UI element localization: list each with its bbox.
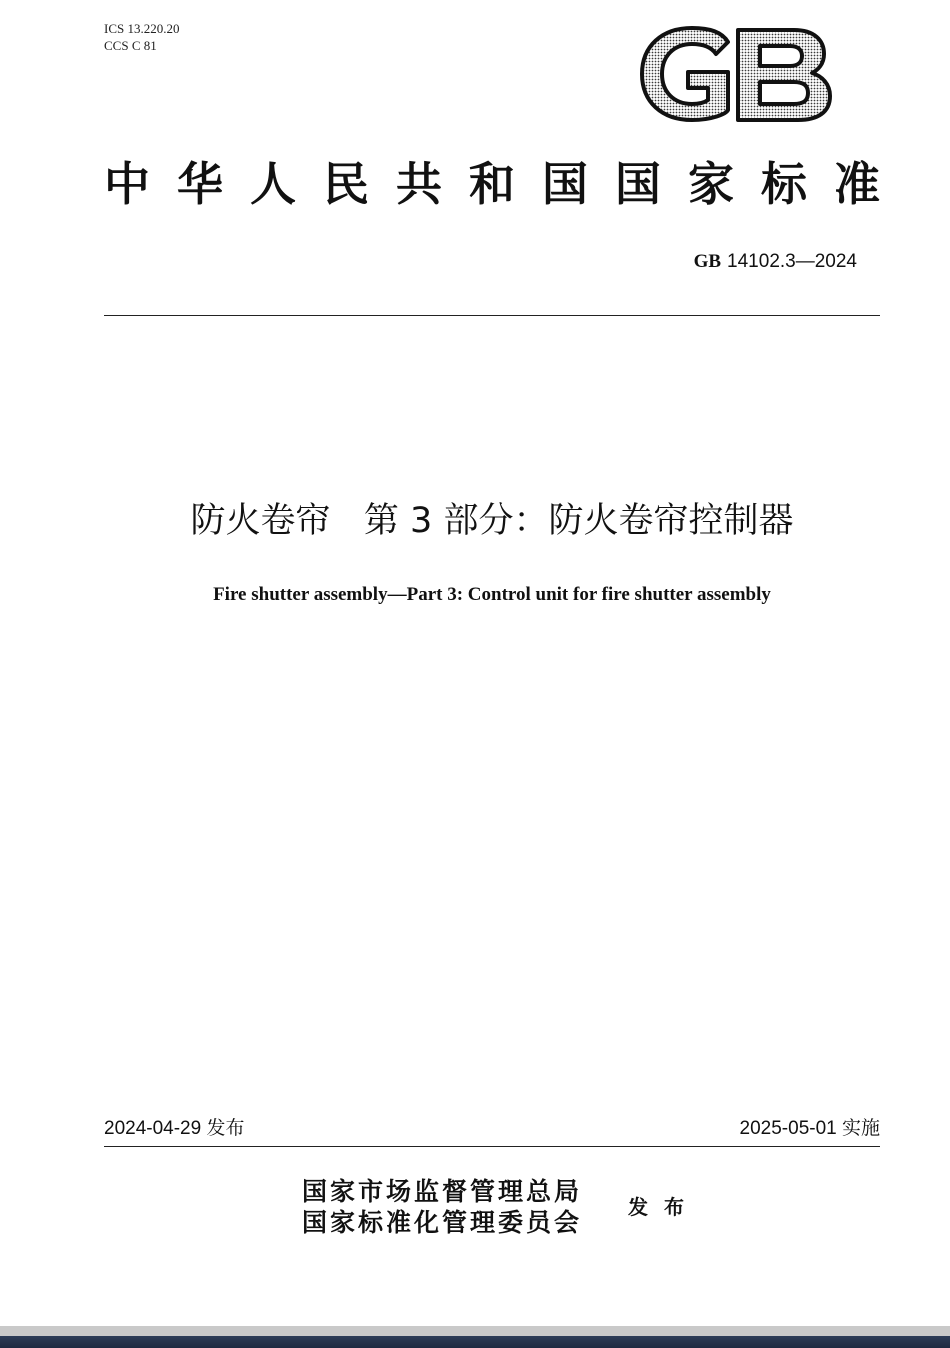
title-char: 家 <box>688 157 734 211</box>
ccs-code: CCS C 81 <box>104 38 157 53</box>
title-char: 国 <box>542 157 588 211</box>
publish-label: 发布 <box>628 1195 700 1219</box>
title-char: 准 <box>834 157 880 211</box>
ics-code: ICS 13.220.20 <box>104 21 180 36</box>
title-char: 民 <box>323 157 369 211</box>
chinese-title: 防火卷帘 第 3 部分：防火卷帘控制器 <box>190 501 794 541</box>
bottom-divider <box>104 1146 880 1147</box>
gb-logo <box>636 24 834 124</box>
top-divider <box>104 315 880 316</box>
standard-code: 14102.3—2024 <box>727 251 857 272</box>
standard-prefix: GB <box>693 251 722 272</box>
viewer-bottom-edge <box>0 1326 950 1348</box>
title-char: 中 <box>104 157 150 211</box>
title-char: 标 <box>761 157 807 211</box>
standard-number <box>694 250 857 274</box>
title-char: 华 <box>177 157 223 211</box>
issuing-authorities <box>302 1176 582 1238</box>
title-char: 和 <box>469 157 515 211</box>
classification-codes <box>104 20 179 54</box>
english-title: Fire shutter assembly—Part 3: Control unit for fire shutter assembly <box>213 584 771 605</box>
standard-category-title <box>104 152 880 216</box>
issuer-sac: 国家标准化管理委员会 <box>302 1208 583 1237</box>
title-char: 人 <box>250 157 296 211</box>
issuer-samr: 国家市场监督管理总局 <box>302 1177 583 1206</box>
title-char: 国 <box>615 157 661 211</box>
title-char: 共 <box>396 157 442 211</box>
implementation-date: 2025-05-01 实施 <box>739 1118 880 1139</box>
issue-date: 2024-04-29 发布 <box>104 1118 245 1139</box>
